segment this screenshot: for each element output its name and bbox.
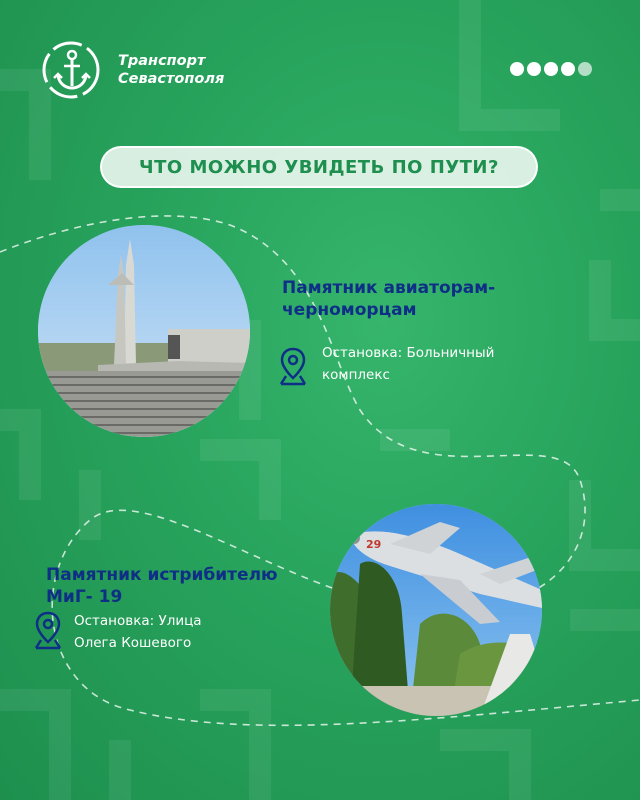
place-name-1-line-2: черноморцам	[282, 300, 417, 320]
pagination-dot	[561, 62, 575, 76]
place-name-2	[46, 564, 316, 608]
location-pin-icon	[33, 610, 63, 650]
brand-name	[118, 52, 224, 88]
place-stop-2-line-2: Олега Кошевого	[74, 635, 192, 651]
title-banner	[100, 146, 538, 188]
brand-line-1: Транспорт	[118, 53, 206, 69]
place-stop-2-line-1: Остановка: Улица	[74, 613, 202, 629]
brand-line-2: Севастополя	[118, 71, 225, 87]
place-name-1	[282, 277, 542, 321]
svg-text:29: 29	[366, 538, 382, 551]
anchor-logo-icon	[38, 40, 108, 100]
pagination-dot	[527, 62, 541, 76]
location-pin-icon	[278, 346, 308, 386]
pagination-dots	[510, 62, 592, 76]
place-stop-1-line-1: Остановка: Больничный	[322, 345, 495, 361]
pagination-dot	[510, 62, 524, 76]
place-stop-1	[322, 342, 522, 386]
pagination-dot	[578, 62, 592, 76]
place-name-2-line-1: Памятник истрибителю	[46, 565, 278, 585]
pagination-dot	[544, 62, 558, 76]
place-photo-mig19-monument	[330, 504, 542, 716]
place-name-1-line-1: Памятник авиаторам-	[282, 278, 496, 298]
page-title: ЧТО МОЖНО УВИДЕТЬ ПО ПУТИ?	[139, 156, 499, 178]
place-stop-1-line-2: комплекс	[322, 367, 390, 383]
place-photo-aviators-monument	[38, 225, 250, 437]
place-stop-2	[74, 610, 274, 654]
place-name-2-line-2: МиГ- 19	[46, 587, 123, 607]
